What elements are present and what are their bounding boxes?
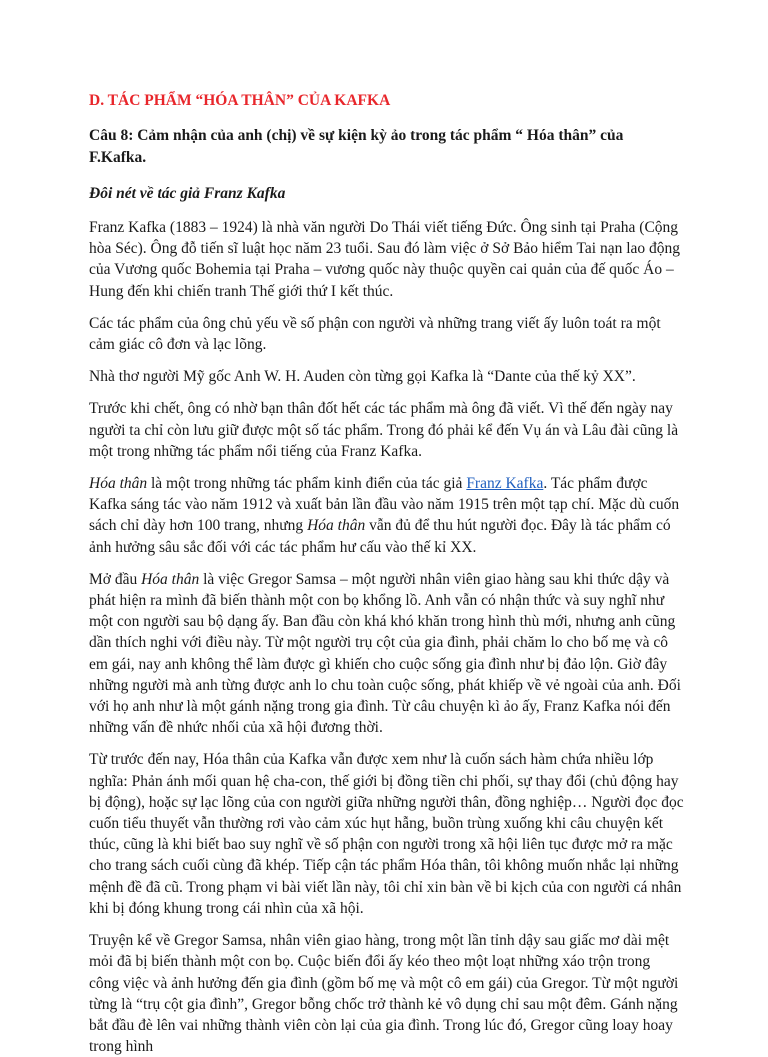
franz-kafka-link[interactable]: Franz Kafka: [466, 475, 544, 493]
paragraph-work-intro: [89, 473, 684, 558]
paragraph-biography: Franz Kafka (1883 – 1924) là nhà văn người Do Thái viết tiếng Đức. Ông sinh tại Praha (Cộng hòa Séc). Ông đỗ tiến sĩ luật học năm 23 tuổi. Sau đó làm việc ở Sở Bảo hiểm Tai nạn lao động của Vương quốc Bohemia tại Praha – vương quốc này thuộc quyền cai quản của đế quốc Áo – Hung đến khi chiến tranh Thế giới thứ I kết thúc.: [89, 219, 681, 300]
paragraph-plot-opening: [89, 569, 684, 739]
work-title: Hóa thân: [307, 517, 366, 535]
paragraph-themes: Các tác phẩm của ông chủ yếu về số phận con người và những trang viết ấy luôn toát ra một cảm giác cô đơn và lạc lõng.: [89, 314, 661, 354]
work-title: Hóa thân: [89, 475, 148, 493]
author-subheading: Đôi nét về tác giả Franz Kafka: [89, 185, 286, 202]
text-span: vẫn đủ để thu hút người đọc. Đây là tác phẩm có ảnh hưởng sâu sắc đối với các tác phẩm hư cấu vào thế kỉ XX.: [89, 517, 671, 556]
question-title: Câu 8: Cảm nhận của anh (chị) về sự kiện kỳ ảo trong tác phẩm “ Hóa thân” của F.Kafka.: [89, 127, 624, 166]
text-span: . Tác phẩm được Kafka sáng tác vào năm 1912 và xuất bản lần đầu vào năm 1915 trên một tạp chí. Mặc dù cuốn sách chỉ dày hơn 100 trang, nhưng: [89, 475, 680, 535]
paragraph-story-summary: Truyện kể về Gregor Samsa, nhân viên giao hàng, trong một lần tỉnh dậy sau giấc mơ dài mệt mỏi đã bị biến thành một con bọ. Cuộc biến đổi ấy kéo theo một loạt những xáo trộn trong công việc và ảnh hưởng đến gia đình (gồm bố mẹ và một cô em gái) của Gregor. Từ một người từng là “trụ cột gia đình”, Gregor bỗng chốc trở thành kẻ vô dụng chỉ sau một đêm. Gánh nặng bắt đầu đè lên vai những thành viên còn lại của gia đình. Trong lúc đó, Gregor cũng loay hoay trong hình: [89, 932, 679, 1056]
paragraph-interpretation: Từ trước đến nay, Hóa thân của Kafka vẫn được xem như là cuốn sách hàm chứa nhiều lớp nghĩa: Phản ánh mối quan hệ cha-con, thế giới bị đồng tiền chi phối, sự thay đổi (chủ động hay bị động), hoặc sự lạc lõng của con người giữa những người thân, đồng nghiệp… Người đọc đọc cuốn tiểu thuyết vẫn thường rơi vào cảm xúc hụt hẫng, buồn trùng xuống khi câu chuyện kết thúc, cũng là khi biết bao suy nghĩ về số phận con người trong xã hội liên tục được mở ra mặc cho trang sách cuối cùng đã khép. Tiếp cận tác phẩm Hóa thân, tôi không muốn nhắc lại những mệnh đề đã cũ. Trong phạm vi bài viết lần này, tôi chỉ xin bàn về bi kịch của con người cá nhân khi bị đóng khung trong cái nhìn của xã hội.: [89, 751, 684, 917]
section-heading: D. TÁC PHẨM “HÓA THÂN” CỦA KAFKA: [89, 92, 391, 109]
text-span: là việc Gregor Samsa – một người nhân viên giao hàng sau khi thức dậy và phát hiện ra mình đã biến thành một con bọ khổng lồ. Anh vẫn có nhận thức và suy nghĩ như một con người sau bộ dạng ấy. Ban đầu còn khá khó khăn trong hình thù mới, nhưng anh cũng dần thích nghi với điều này. Từ một người trụ cột của gia đình, phải chăm lo cho bố mẹ và cô em gái, nay anh không thể làm được gì khiến cho cuộc sống gia đình như bị đảo lộn. Giờ đây những người mà anh từng được anh lo chu toàn cuộc sống, phát khiếp về vẻ ngoài của anh. Đối với họ anh như là một gánh nặng trong gia đình. Từ câu chuyện kì ảo ấy, Franz Kafka nói đến những vấn đề nhức nhối của xã hội đương thời.: [89, 570, 681, 737]
work-title: Hóa thân: [141, 570, 200, 588]
text-span: Mở đầu: [89, 570, 142, 588]
paragraph-death: Trước khi chết, ông có nhờ bạn thân đốt hết các tác phẩm mà ông đã viết. Vì thế đến ngày nay người ta chỉ còn lưu giữ được một số tác phẩm. Trong đó phải kể đến Vụ án và Lâu đài cũng là một trong những tác phẩm nổi tiếng của Franz Kafka.: [89, 400, 679, 460]
text-span: là một trong những tác phẩm kinh điển của tác giả: [147, 475, 467, 493]
paragraph-auden-quote: Nhà thơ người Mỹ gốc Anh W. H. Auden còn từng gọi Kafka là “Dante của thế kỷ XX”.: [89, 368, 636, 386]
